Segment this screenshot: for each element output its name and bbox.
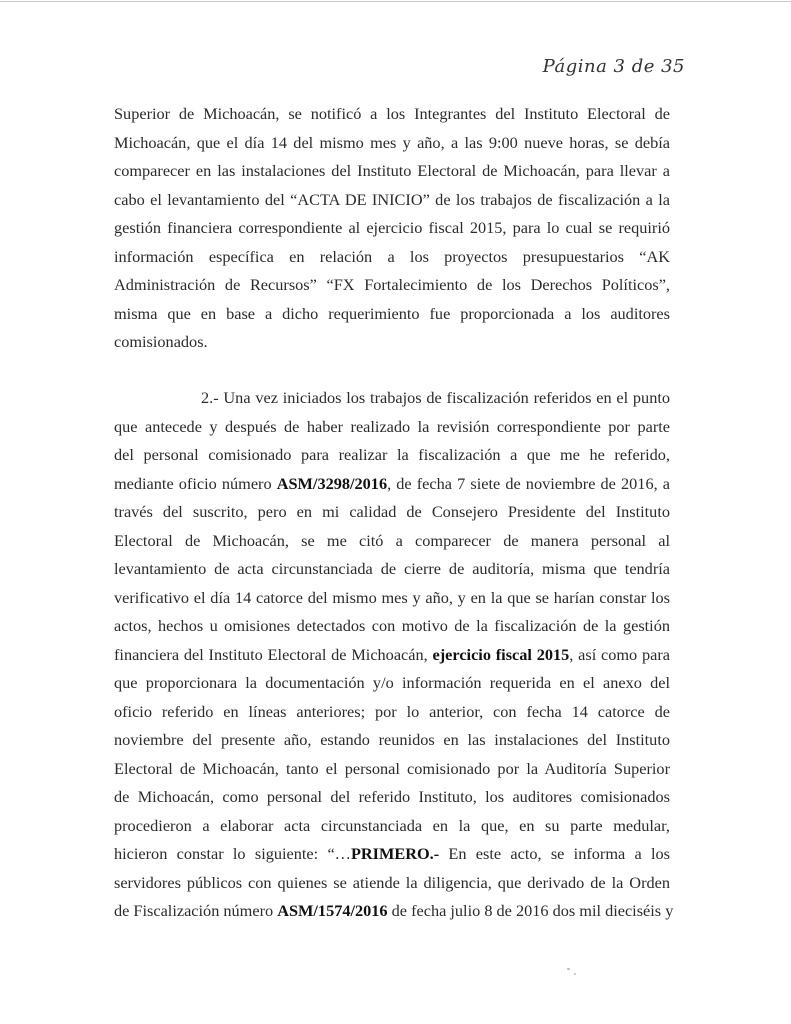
text-line	[114, 470, 670, 499]
text-run: de Fiscalización número	[114, 901, 278, 920]
scan-speck	[567, 968, 570, 970]
text-line: cabo el levantamiento del “ACTA DE INICIO” de los trabajos de fiscalización a la	[114, 189, 670, 209]
text-line: verificativo el día 14 catorce del mismo mes y año, y en la que se harían constar los	[114, 587, 670, 607]
text-line: Electoral de Michoacán, se me citó a comparecer de manera personal al	[114, 530, 670, 550]
paragraph-1	[114, 100, 670, 357]
text-run: financiera del Instituto Electoral de Michoacán,	[114, 644, 433, 664]
text-line	[114, 840, 670, 869]
text-line: del personal comisionado para realizar la fiscalización a que me he referido,	[114, 445, 670, 464]
text-line: servidores públicos con quienes se atiende la diligencia, que derivado de la Orden	[114, 872, 670, 892]
scan-speck	[574, 973, 576, 975]
text-run: de fecha julio 8 de 2016 dos mil dieciséis y	[387, 901, 674, 920]
text-line: Electoral de Michoacán, tanto el personal comisionado por la Auditoría Superior	[114, 758, 670, 778]
text-line: que antecede y después de haber realizado la revisión correspondiente por parte	[114, 416, 670, 436]
text-line	[114, 641, 670, 670]
text-run: hicieron constar lo siguiente: “…	[114, 844, 351, 863]
text-line: misma que en base a dicho requerimiento fue proporcionada a los auditores	[114, 303, 670, 323]
page-number: Página 3 de 35	[542, 56, 685, 77]
text-line: de Michoacán, como personal del referido Instituto, los auditores comisionados	[114, 787, 670, 806]
text-line: oficio referido en líneas anteriores; por lo anterior, con fecha 14 catorce de	[114, 701, 670, 721]
text-run: , de fecha 7 siete de noviembre de 2016, a	[387, 473, 670, 493]
text-line: levantamiento de acta circunstanciada de cierre de auditoría, misma que tendría	[114, 559, 670, 578]
fiscal-year-bold: ejercicio fiscal 2015	[432, 644, 570, 664]
text-line: 2.- Una vez iniciados los trabajos de fiscalización referidos en el punto	[201, 388, 670, 407]
orden-number-bold: ASM/1574/2016	[277, 901, 388, 920]
text-line: comparecer en las instalaciones del Instituto Electoral de Michoacán, para llevar a	[114, 161, 670, 180]
paragraph-2	[114, 384, 674, 926]
text-run: mediante oficio número	[114, 473, 277, 493]
text-run: En este acto, se informa a los	[439, 844, 670, 863]
text-line: procedieron a elaborar acta circunstanciada en la que, en su parte medular,	[114, 815, 670, 835]
scan-top-edge	[0, 1, 791, 2]
text-line: Michoacán, que el día 14 del mismo mes y año, a las 9:00 nueve horas, se debía	[114, 132, 670, 152]
primero-bold: PRIMERO.-	[350, 844, 440, 863]
text-line: Superior de Michoacán, se notificó a los Integrantes del Instituto Electoral de	[114, 104, 670, 123]
text-line: que proporcionara la documentación y/o información requerida en el anexo del	[114, 673, 670, 692]
oficio-number-bold: ASM/3298/2016	[276, 473, 388, 493]
text-line: comisionados.	[114, 332, 208, 351]
text-line: noviembre del presente año, estando reunidos en las instalaciones del Instituto	[114, 730, 670, 749]
text-line: información específica en relación a los proyectos presupuestarios “AK	[114, 246, 670, 266]
text-line: Administración de Recursos” “FX Fortalecimiento de los Derechos Políticos”,	[114, 275, 670, 294]
text-line: través del suscrito, pero en mi calidad de Consejero Presidente del Instituto	[114, 502, 670, 521]
text-line: gestión financiera correspondiente al ejercicio fiscal 2015, para lo cual se requirió	[114, 218, 670, 237]
text-line: actos, hechos u omisiones detectados con motivo de la fiscalización de la gestión	[114, 616, 670, 635]
text-line	[114, 897, 674, 926]
text-run: , así como para	[569, 644, 670, 664]
